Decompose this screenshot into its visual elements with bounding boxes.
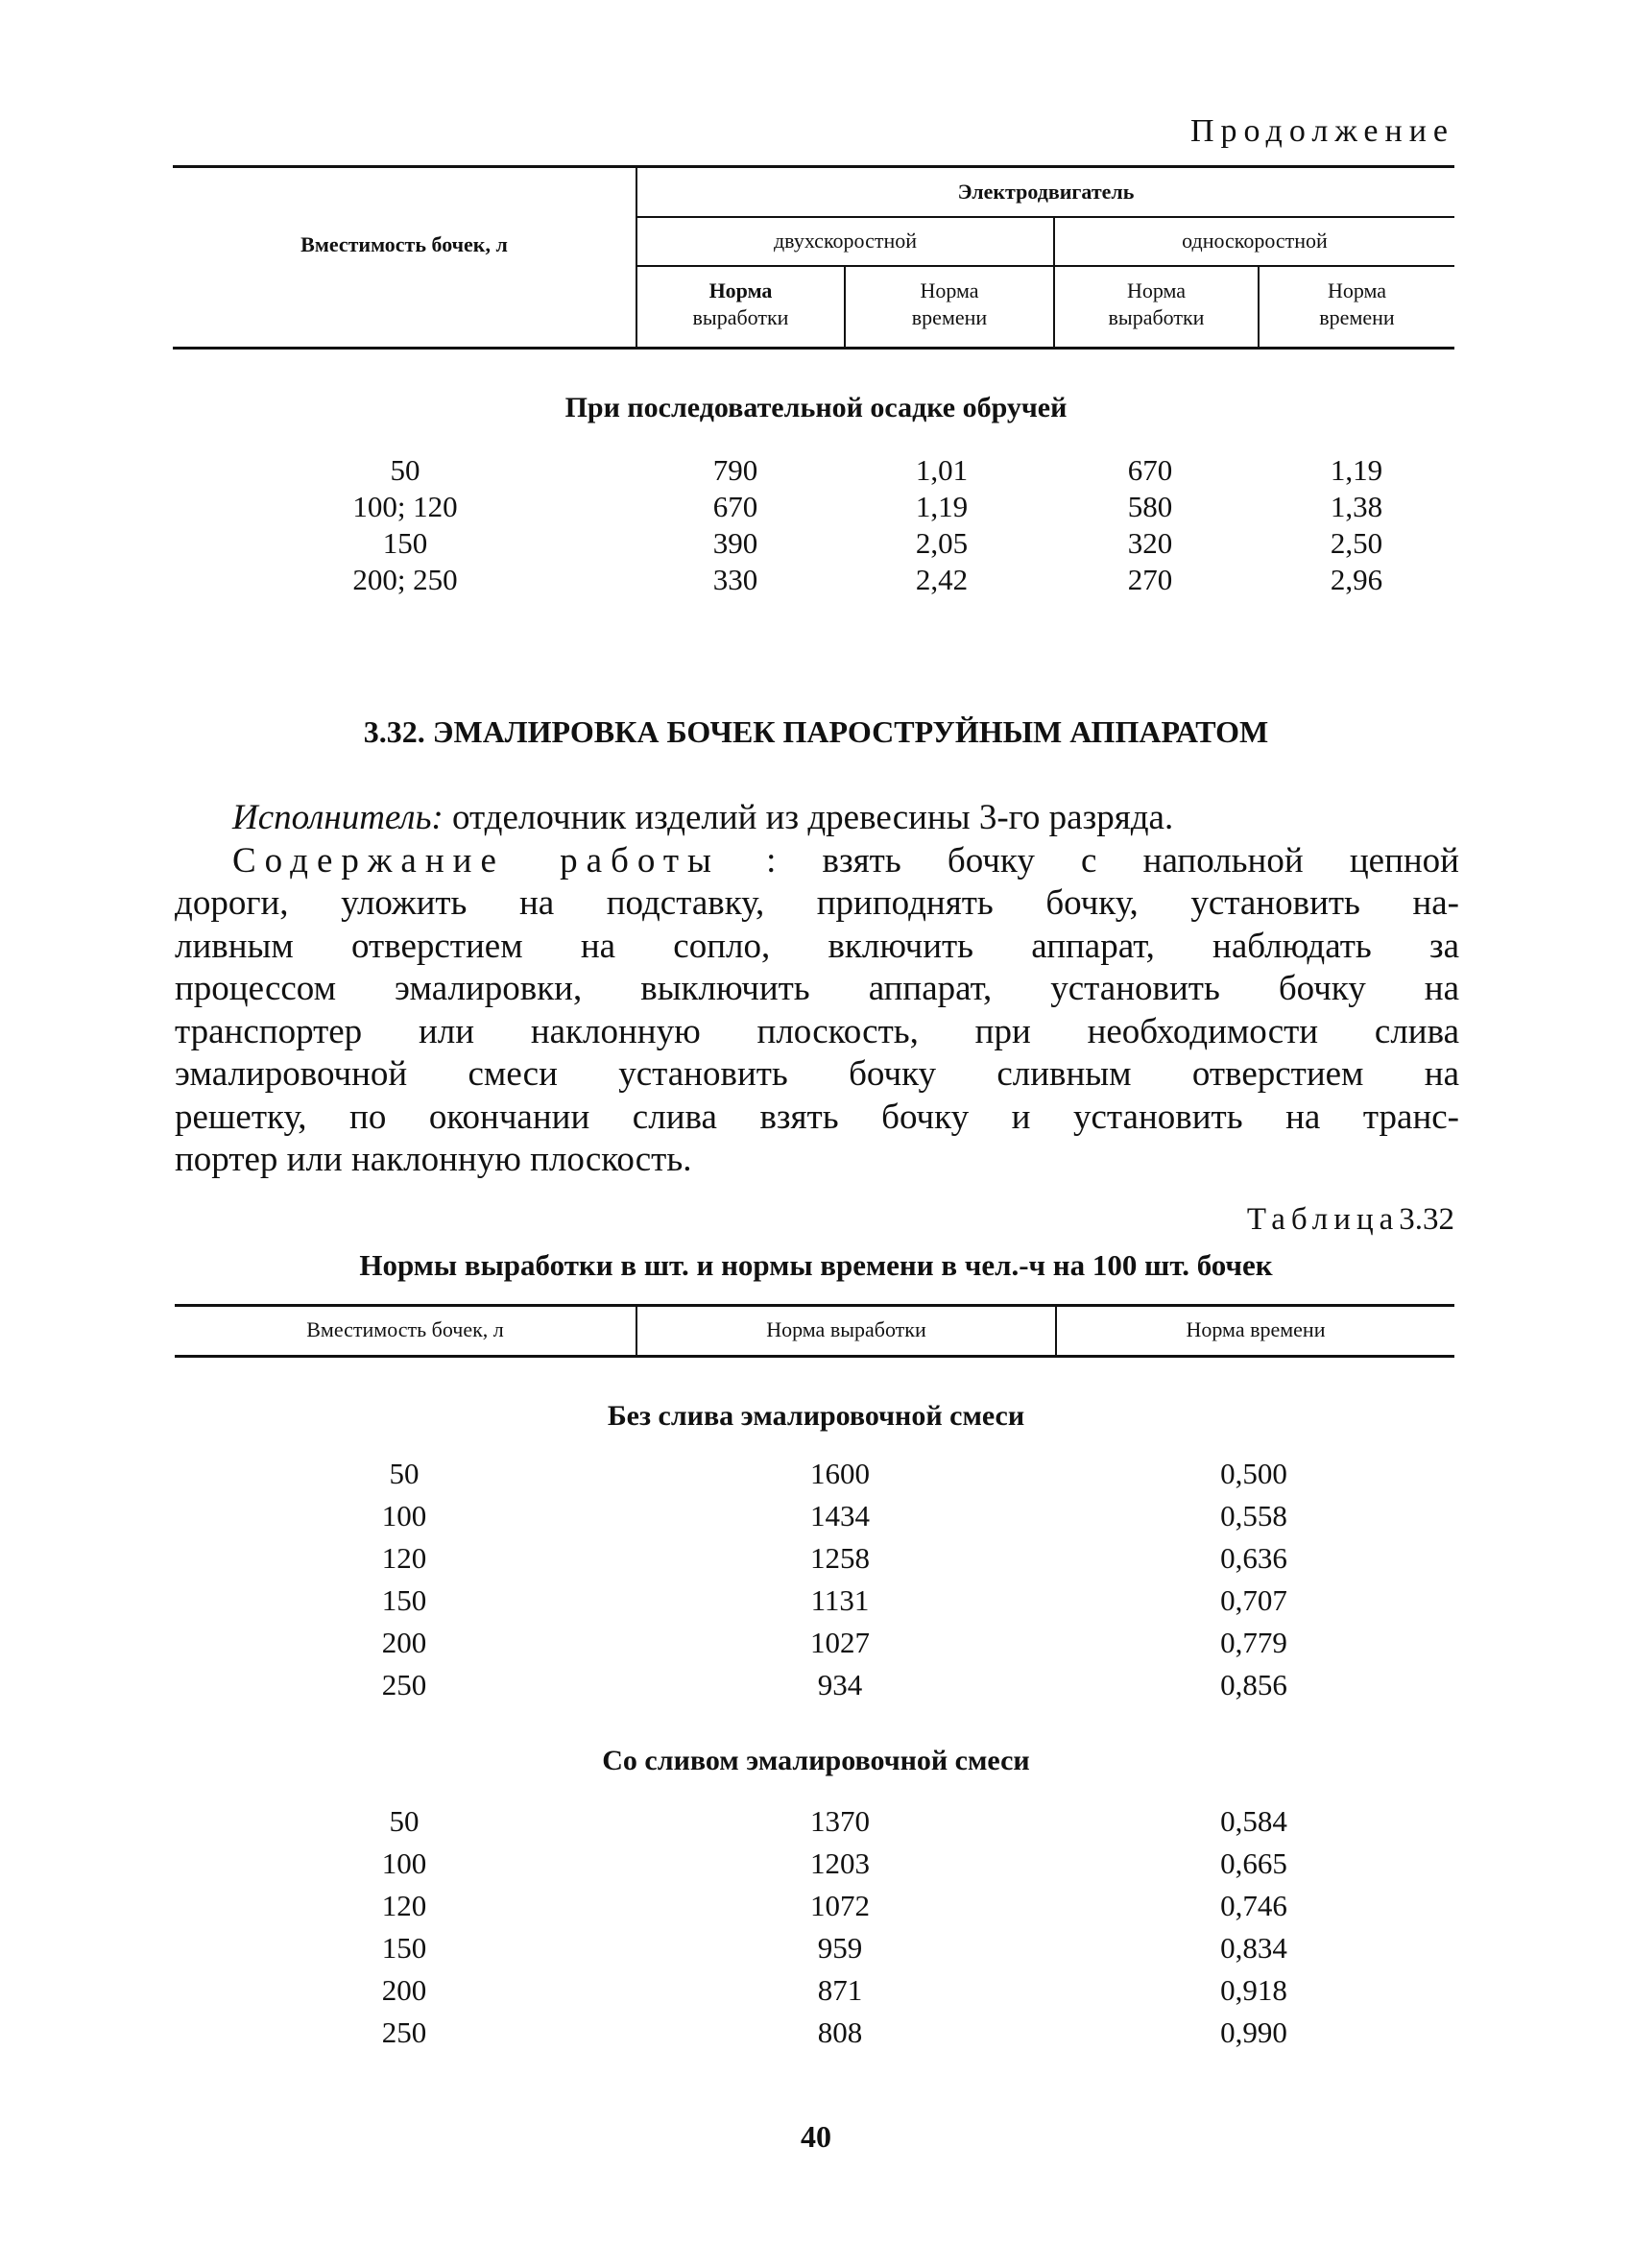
norm-time-header — [1260, 277, 1454, 331]
table-cell: 200 — [381, 1626, 427, 1659]
col-capacity-header: Вместимость бочек, л — [300, 232, 508, 256]
table-cell: 580 — [1127, 490, 1173, 523]
work-content-line: дороги, уложить на подставку, приподнять бочку, установить на- — [175, 883, 1459, 923]
performer-text: отделочник изделий из древесины 3-го разряда. — [451, 798, 1174, 837]
norm-time-line2: времени — [1319, 305, 1395, 329]
table-cell: 2,96 — [1330, 563, 1383, 596]
table-cell: 934 — [817, 1668, 863, 1701]
table-cell: 100; 120 — [352, 490, 458, 523]
table-caption-word: Таблица — [1246, 1202, 1400, 1237]
table-cell: 2,42 — [915, 563, 969, 596]
norm-output-line2: выработки — [1108, 305, 1205, 329]
table-cell: 100 — [381, 1499, 427, 1532]
work-content-line — [175, 840, 1459, 883]
table-cell: 808 — [817, 2015, 863, 2049]
col-capacity-header: Вместимость бочек, л — [306, 1317, 504, 1341]
table-cell: 120 — [381, 1889, 427, 1922]
table1-divider — [636, 216, 1454, 218]
col-output-header: Норма выработки — [766, 1317, 926, 1341]
table1-header — [173, 165, 1454, 350]
table-cell: 120 — [381, 1541, 427, 1575]
work-content-line: портер или наклонную плоскость. — [175, 1140, 692, 1179]
norm-output-line1: Норма — [708, 278, 773, 302]
table-cell: 390 — [712, 526, 758, 560]
table-cell: 200; 250 — [352, 563, 458, 596]
table-cell: 1203 — [810, 1846, 870, 1880]
col-two-speed-header: двухскоростной — [773, 229, 917, 253]
norm-time-line1: Норма — [1327, 278, 1387, 302]
table-cell: 670 — [712, 490, 758, 523]
table-cell: 150 — [381, 1931, 427, 1965]
table-cell: 150 — [381, 1583, 427, 1617]
table1-divider — [636, 265, 1454, 267]
table-caption — [1247, 1202, 1454, 1238]
table-cell: 0,856 — [1220, 1668, 1287, 1701]
work-content-line: ливным отверстием на сопло, включить аппарат, наблюдать за — [175, 926, 1459, 966]
table-cell: 250 — [381, 1668, 427, 1701]
section-heading: 3.32. ЭМАЛИРОВКА БОЧЕК ПАРОСТРУЙНЫМ АППАРАТОМ — [363, 714, 1269, 749]
page-number: 40 — [801, 2119, 831, 2154]
norm-output-line2: выработки — [692, 305, 789, 329]
table-cell: 0,636 — [1220, 1541, 1287, 1575]
table2-group-title: Без слива эмалировочной смеси — [607, 1400, 1025, 1432]
table-cell: 670 — [1127, 453, 1173, 487]
table-cell: 0,918 — [1220, 1973, 1287, 2007]
table-cell: 1,01 — [915, 453, 969, 487]
norm-time-header — [846, 277, 1053, 331]
table-cell: 1027 — [810, 1626, 870, 1659]
table-cell: 1434 — [810, 1499, 870, 1532]
table2-group-title: Со сливом эмалировочной смеси — [602, 1745, 1030, 1776]
table-cell: 1072 — [810, 1889, 870, 1922]
table-cell: 1,19 — [915, 490, 969, 523]
work-content-line: транспортер или наклонную плоскость, при необходимости слива — [175, 1011, 1459, 1051]
table2-title: Нормы выработки в шт. и нормы времени в чел.-ч на 100 шт. бочек — [359, 1248, 1273, 1282]
norm-time-line1: Норма — [920, 278, 979, 302]
table-cell: 270 — [1127, 563, 1173, 596]
norm-output-line1: Норма — [1126, 278, 1187, 302]
table-cell: 250 — [381, 2015, 427, 2049]
table-cell: 2,05 — [915, 526, 969, 560]
table-cell: 0,558 — [1220, 1499, 1287, 1532]
table2-header — [175, 1304, 1454, 1358]
table-cell: 150 — [382, 526, 428, 560]
table-cell: 0,834 — [1220, 1931, 1287, 1965]
work-content-line: процессом эмалировки, выключить аппарат, установить бочку на — [175, 969, 1459, 1008]
table-cell: 1131 — [810, 1583, 870, 1617]
table-cell: 1600 — [810, 1457, 870, 1490]
table-cell: 959 — [817, 1931, 863, 1965]
table-cell: 50 — [390, 453, 420, 487]
table-cell: 320 — [1127, 526, 1173, 560]
col-time-header: Норма времени — [1186, 1317, 1326, 1341]
table-cell: 0,779 — [1220, 1626, 1287, 1659]
work-content-label: Содержание работы — [232, 840, 720, 881]
norm-output-header — [637, 277, 844, 331]
table-cell: 50 — [389, 1804, 420, 1838]
table-cell: 330 — [712, 563, 758, 596]
table-cell: 1370 — [810, 1804, 870, 1838]
table-cell: 50 — [389, 1457, 420, 1490]
work-content-line: эмалировочной смеси установить бочку сливным отверстием на — [175, 1054, 1459, 1094]
norm-output-header — [1055, 277, 1258, 331]
table-cell: 0,746 — [1220, 1889, 1287, 1922]
table-cell: 1,19 — [1330, 453, 1383, 487]
table-cell: 100 — [381, 1846, 427, 1880]
table-cell: 0,500 — [1220, 1457, 1287, 1490]
table-cell: 0,665 — [1220, 1846, 1287, 1880]
table-cell: 2,50 — [1330, 526, 1383, 560]
table-cell: 790 — [712, 453, 758, 487]
table-cell: 1,38 — [1330, 490, 1383, 523]
table-cell: 871 — [817, 1973, 863, 2007]
norm-time-line2: времени — [911, 305, 988, 329]
body-text — [175, 797, 1459, 1182]
col-motor-header: Электродвигатель — [957, 180, 1135, 204]
performer-line — [175, 797, 1459, 840]
continuation-label: Продолжение — [1189, 113, 1454, 149]
work-content-line: решетку, по окончании слива взять бочку и установить на транс- — [175, 1097, 1459, 1137]
col-one-speed-header: односкоростной — [1182, 229, 1328, 253]
table-caption-number: 3.32 — [1399, 1202, 1454, 1237]
table-cell: 0,990 — [1220, 2015, 1287, 2049]
table1-section-title: При последовательной осадке обручей — [564, 392, 1068, 423]
table-cell: 1258 — [810, 1541, 870, 1575]
table-cell: 0,707 — [1220, 1583, 1287, 1617]
table-cell: 0,584 — [1220, 1804, 1287, 1838]
work-content-text: : взять бочку с напольной цепной — [766, 840, 1459, 881]
table-cell: 200 — [381, 1973, 427, 2007]
performer-label: Исполнитель: — [232, 798, 444, 837]
